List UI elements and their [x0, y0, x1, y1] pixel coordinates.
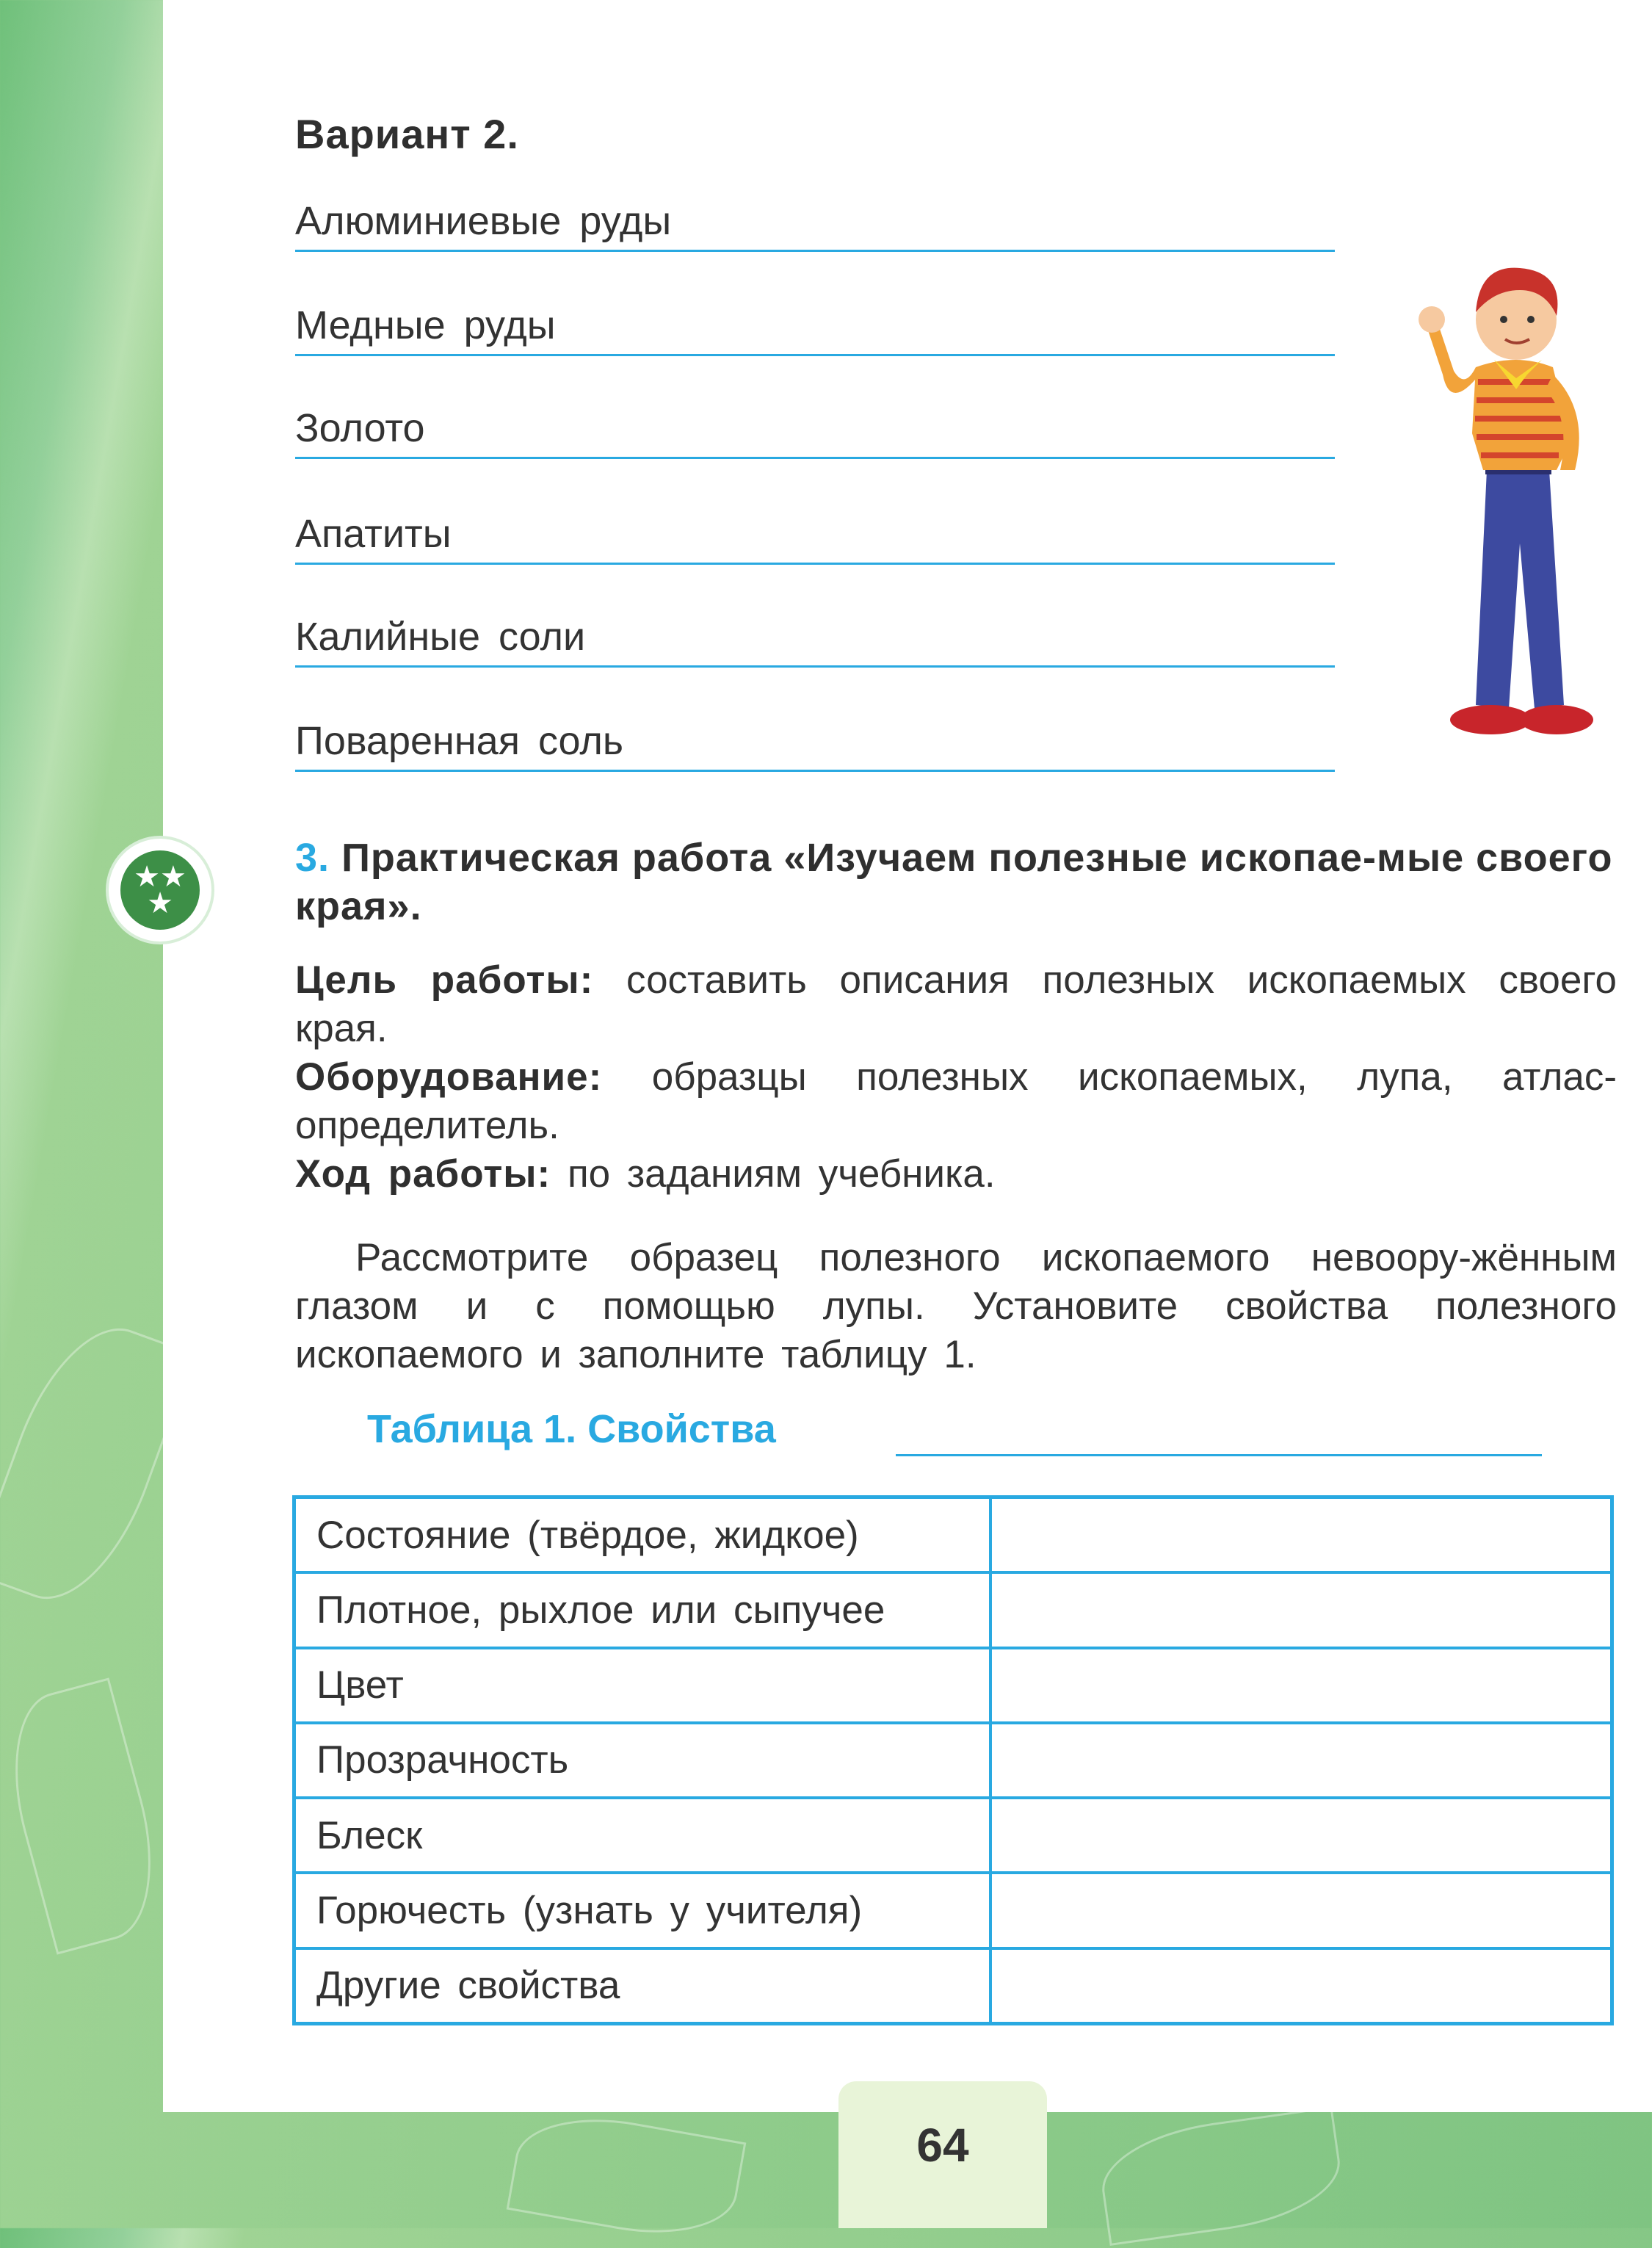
task-title: Практическая работа «Изучаем полезные ископае-мые своего края». — [295, 836, 1613, 928]
property-value-cell[interactable] — [990, 1798, 1612, 1873]
three-stars-icon: ★★ ★ — [120, 850, 200, 930]
mineral-label: Алюминиевые руды — [295, 199, 672, 243]
mineral-line[interactable] — [295, 615, 1335, 668]
mineral-label: Поваренная соль — [295, 719, 624, 763]
property-value-cell[interactable] — [990, 1723, 1612, 1798]
properties-table — [292, 1495, 1614, 2025]
table-row — [294, 1648, 1612, 1723]
table-row — [294, 1497, 1612, 1573]
page-number: 64 — [916, 2119, 969, 2172]
mineral-line[interactable] — [295, 512, 1335, 565]
procedure-label: Ход работы: — [295, 1152, 551, 1196]
table-row — [294, 1798, 1612, 1873]
table-row — [294, 1873, 1612, 1948]
property-label: Другие свойства — [294, 1948, 991, 2024]
task-number: 3. — [295, 836, 330, 880]
boy-illustration — [1399, 250, 1626, 764]
property-label: Прозрачность — [294, 1723, 991, 1798]
decorative-leaf — [0, 1677, 175, 1954]
decorative-leaf — [507, 2104, 747, 2248]
mineral-label: Калийные соли — [295, 615, 586, 659]
equipment-paragraph — [295, 1053, 1617, 1150]
property-value-cell[interactable] — [990, 1873, 1612, 1948]
mineral-label: Медные руды — [295, 303, 556, 347]
mineral-line[interactable] — [295, 719, 1335, 772]
variant-title: Вариант 2. — [295, 111, 519, 157]
table-row — [294, 1948, 1612, 2024]
caption-answer-line[interactable] — [896, 1454, 1542, 1456]
goal-paragraph — [295, 956, 1617, 1053]
property-label: Цвет — [294, 1648, 991, 1723]
mineral-label: Апатиты — [295, 512, 452, 556]
property-label: Блеск — [294, 1798, 991, 1873]
goal-label: Цель работы: — [295, 958, 594, 1002]
property-value-cell[interactable] — [990, 1497, 1612, 1573]
table-row — [294, 1723, 1612, 1798]
task-heading — [295, 834, 1617, 930]
difficulty-badge — [109, 839, 211, 942]
decorative-leaf — [1095, 2106, 1347, 2246]
property-value-cell[interactable] — [990, 1572, 1612, 1647]
table-row — [294, 1572, 1612, 1647]
mineral-line[interactable] — [295, 406, 1335, 459]
property-value-cell[interactable] — [990, 1648, 1612, 1723]
goal-text: составить описания полезных ископаемых своего края. — [295, 958, 1617, 1050]
mineral-line[interactable] — [295, 303, 1335, 356]
page-number-tab — [838, 2081, 1047, 2228]
table-caption: Таблица 1. Свойства — [367, 1407, 776, 1451]
instruction-paragraph: Рассмотрите образец полезного ископаемого невоору-жённым глазом и с помощью лупы. Установите свойства полезного ископаемого и заполните таблицу 1. — [295, 1236, 1617, 1376]
property-label: Горючесть (узнать у учителя) — [294, 1873, 991, 1948]
procedure-text: по заданиям учебника. — [567, 1152, 996, 1196]
property-label: Плотное, рыхлое или сыпучее — [294, 1572, 991, 1647]
property-value-cell[interactable] — [990, 1948, 1612, 2024]
mineral-line[interactable] — [295, 199, 1335, 252]
equipment-text: образцы полезных ископаемых, лупа, атлас-определитель. — [295, 1055, 1617, 1147]
procedure-paragraph — [295, 1150, 1617, 1199]
property-label: Состояние (твёрдое, жидкое) — [294, 1497, 991, 1573]
equipment-label: Оборудование: — [295, 1055, 603, 1099]
mineral-label: Золото — [295, 406, 425, 450]
